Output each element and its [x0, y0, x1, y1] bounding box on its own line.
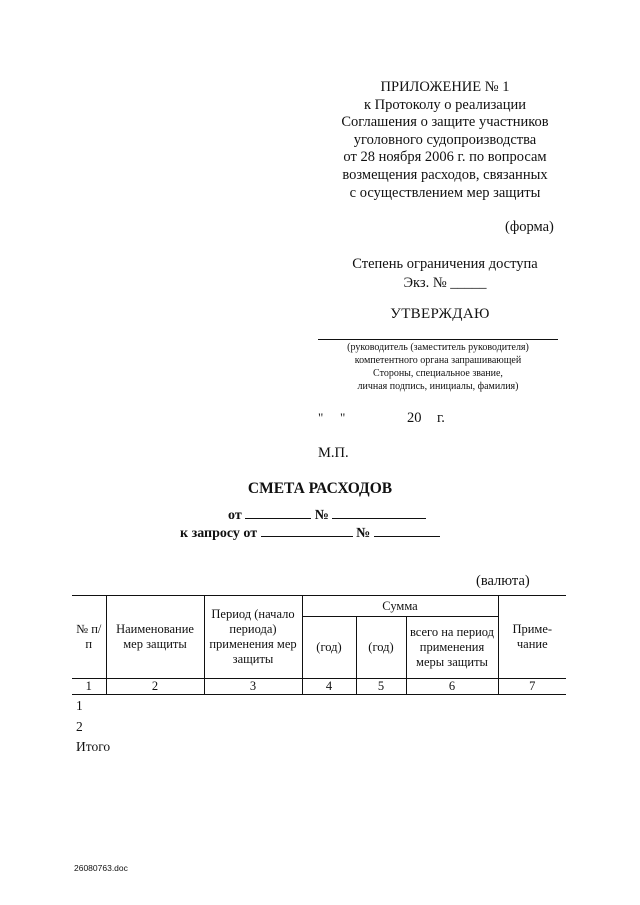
appendix-line: с осуществлением мер защиты — [349, 184, 541, 201]
appendix-line: от 28 ноября 2006 г. по вопросам — [343, 149, 547, 166]
expense-table — [72, 595, 566, 695]
appendix-line: ПРИЛОЖЕНИЕ № 1 — [380, 79, 510, 95]
date-quote-open: " — [318, 410, 324, 425]
signature-caption — [318, 341, 558, 393]
request-date-blank — [261, 524, 353, 537]
caption-line: (руководитель (заместитель руководителя) — [347, 342, 529, 353]
request-number-label: № — [356, 526, 371, 541]
header-year-2: (год) — [356, 617, 406, 679]
from-label: от — [228, 508, 242, 523]
request-label: к запросу от — [180, 526, 258, 541]
header-sum: Сумма — [302, 596, 498, 617]
form-label: (форма) — [505, 219, 554, 235]
column-number: 4 — [302, 679, 356, 695]
request-number-blank — [374, 524, 440, 537]
copy-number: Экз. № _____ — [403, 275, 487, 291]
row-label-total: Итого — [76, 739, 111, 754]
column-number: 5 — [356, 679, 406, 695]
number-label: № — [314, 508, 329, 523]
row-label: 2 — [76, 719, 83, 734]
header-period: Период (начало периода) применения мер защиты — [204, 596, 302, 679]
column-number: 2 — [106, 679, 204, 695]
row-label: 1 — [76, 698, 83, 713]
caption-line: Стороны, специальное звание, — [373, 368, 503, 379]
file-name: 26080763.doc — [74, 863, 128, 873]
column-number: 1 — [72, 679, 106, 695]
caption-line: личная подпись, инициалы, фамилия) — [357, 381, 519, 392]
stamp-place: М.П. — [318, 445, 349, 461]
appendix-line: уголовного судопроизводства — [353, 131, 537, 148]
approval-title: УТВЕРЖДАЮ — [390, 306, 490, 322]
date-year: 20 — [407, 410, 422, 426]
currency-label: (валюта) — [476, 573, 530, 589]
header-total: всего на период применения меры защиты — [406, 617, 498, 679]
appendix-header — [330, 79, 560, 202]
header-name: Наименование мер защиты — [106, 596, 204, 679]
document-title: СМЕТА РАСХОДОВ — [247, 480, 393, 497]
header-year-1: (год) — [302, 617, 356, 679]
date-quote-close: " — [340, 410, 346, 425]
signature-line — [318, 339, 558, 340]
appendix-line: возмещения расходов, связанных — [342, 166, 548, 183]
date-suffix: г. — [437, 410, 445, 426]
request-row — [180, 524, 440, 542]
header-num: № п/п — [72, 596, 106, 679]
appendix-line: к Протоколу о реализации — [363, 96, 527, 113]
number-blank — [332, 506, 426, 519]
column-number: 7 — [498, 679, 566, 695]
from-row — [228, 506, 426, 524]
column-number: 6 — [406, 679, 498, 695]
from-date-blank — [245, 506, 311, 519]
access-restriction — [330, 255, 560, 293]
access-degree: Степень ограничения доступа — [352, 256, 538, 272]
header-note: Приме-чание — [498, 596, 566, 679]
column-number: 3 — [204, 679, 302, 695]
caption-line: компетентного органа запрашивающей — [354, 355, 522, 366]
appendix-line: Соглашения о защите участников — [341, 114, 549, 131]
